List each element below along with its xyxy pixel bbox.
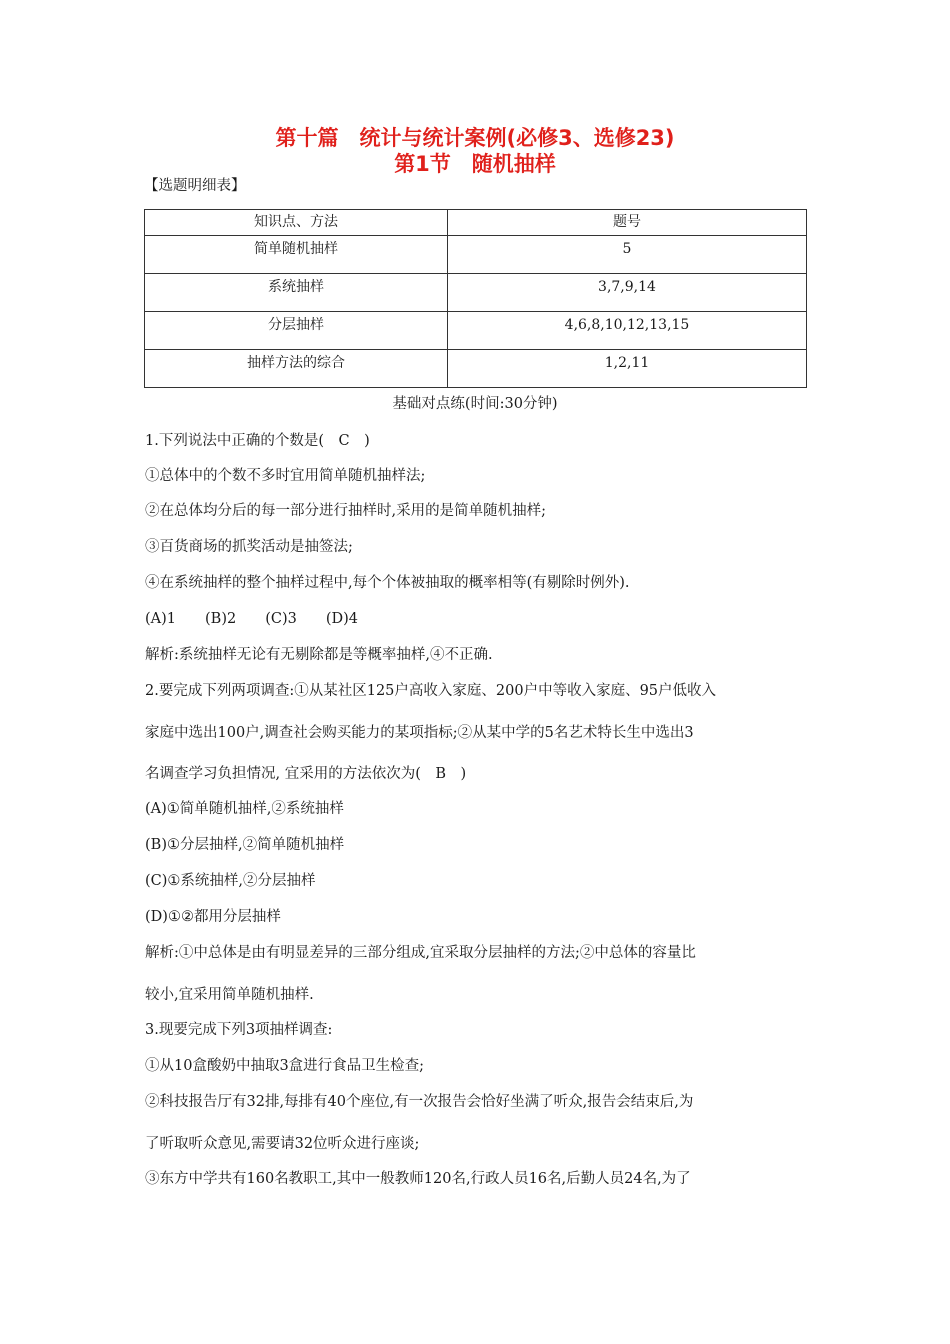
header-question-numbers: 题号 [448,210,807,236]
question-3-item-3-line-1: ③东方中学共有160名教职工,其中一般教师120名,行政人员16名,后勤人员24名,为了 [145,1171,691,1187]
header-topic: 知识点、方法 [145,210,448,236]
question-2-analysis-line-2: 较小,宜采用简单随机抽样. [145,987,314,1003]
section-title: 第1节 随机抽样 [394,152,556,176]
chapter-title: 第十篇 统计与统计案例(必修3、选修23) [275,126,675,150]
cell-question-numbers: 4,6,8,10,12,13,15 [448,312,807,350]
question-1-stem: 1.下列说法中正确的个数是( C ) [145,433,370,449]
question-2-stem-line-1: 2.要完成下列两项调查:①从某社区125户高收入家庭、200户中等收入家庭、95户低收入 [145,683,717,699]
question-2-option-b: (B)①分层抽样,②简单随机抽样 [145,837,345,853]
question-2-option-c: (C)①系统抽样,②分层抽样 [145,873,316,889]
practice-heading: 基础对点练(时间:30分钟) [392,396,558,412]
question-3-item-1: ①从10盒酸奶中抽取3盒进行食品卫生检查; [145,1058,425,1074]
question-3-item-2-line-1: ②科技报告厅有32排,每排有40个座位,有一次报告会恰好坐满了听众,报告会结束后,为 [145,1094,694,1110]
table-row [145,236,807,274]
table-row [145,350,807,388]
table-row [145,312,807,350]
statement-1: ①总体中的个数不多时宜用简单随机抽样法; [145,468,426,484]
cell-question-numbers: 5 [448,236,807,274]
statement-3: ③百货商场的抓奖活动是抽签法; [145,539,353,555]
question-2-stem-line-2: 家庭中选出100户,调查社会购买能力的某项指标;②从某中学的5名艺术特长生中选出3 [145,725,694,741]
question-3-item-2-line-2: 了听取听众意见,需要请32位听众进行座谈; [145,1136,420,1152]
cell-question-numbers: 1,2,11 [448,350,807,388]
question-3-stem: 3.现要完成下列3项抽样调查: [145,1022,333,1038]
question-2-analysis-line-1: 解析:①中总体是由有明显差异的三部分组成,宜采取分层抽样的方法;②中总体的容量比 [145,945,696,961]
table-header-row [145,210,807,236]
cell-question-numbers: 3,7,9,14 [448,274,807,312]
question-1-analysis: 解析:系统抽样无论有无剔除都是等概率抽样,④不正确. [145,647,493,663]
question-2-option-d: (D)①②都用分层抽样 [145,909,281,925]
cell-topic: 抽样方法的综合 [145,350,448,388]
cell-topic: 系统抽样 [145,274,448,312]
statement-4: ④在系统抽样的整个抽样过程中,每个个体被抽取的概率相等(有剔除时例外). [145,575,630,591]
topic-table [144,209,807,388]
question-2-option-a: (A)①简单随机抽样,②系统抽样 [145,801,344,817]
question-1-options: (A)1 (B)2 (C)3 (D)4 [145,611,359,627]
question-2-stem-line-3: 名调查学习负担情况, 宜采用的方法依次为( B ) [145,766,467,782]
statement-2: ②在总体均分后的每一部分进行抽样时,采用的是简单随机抽样; [145,503,546,519]
cell-topic: 简单随机抽样 [145,236,448,274]
table-row [145,274,807,312]
cell-topic: 分层抽样 [145,312,448,350]
table-label: 【选题明细表】 [144,178,246,194]
